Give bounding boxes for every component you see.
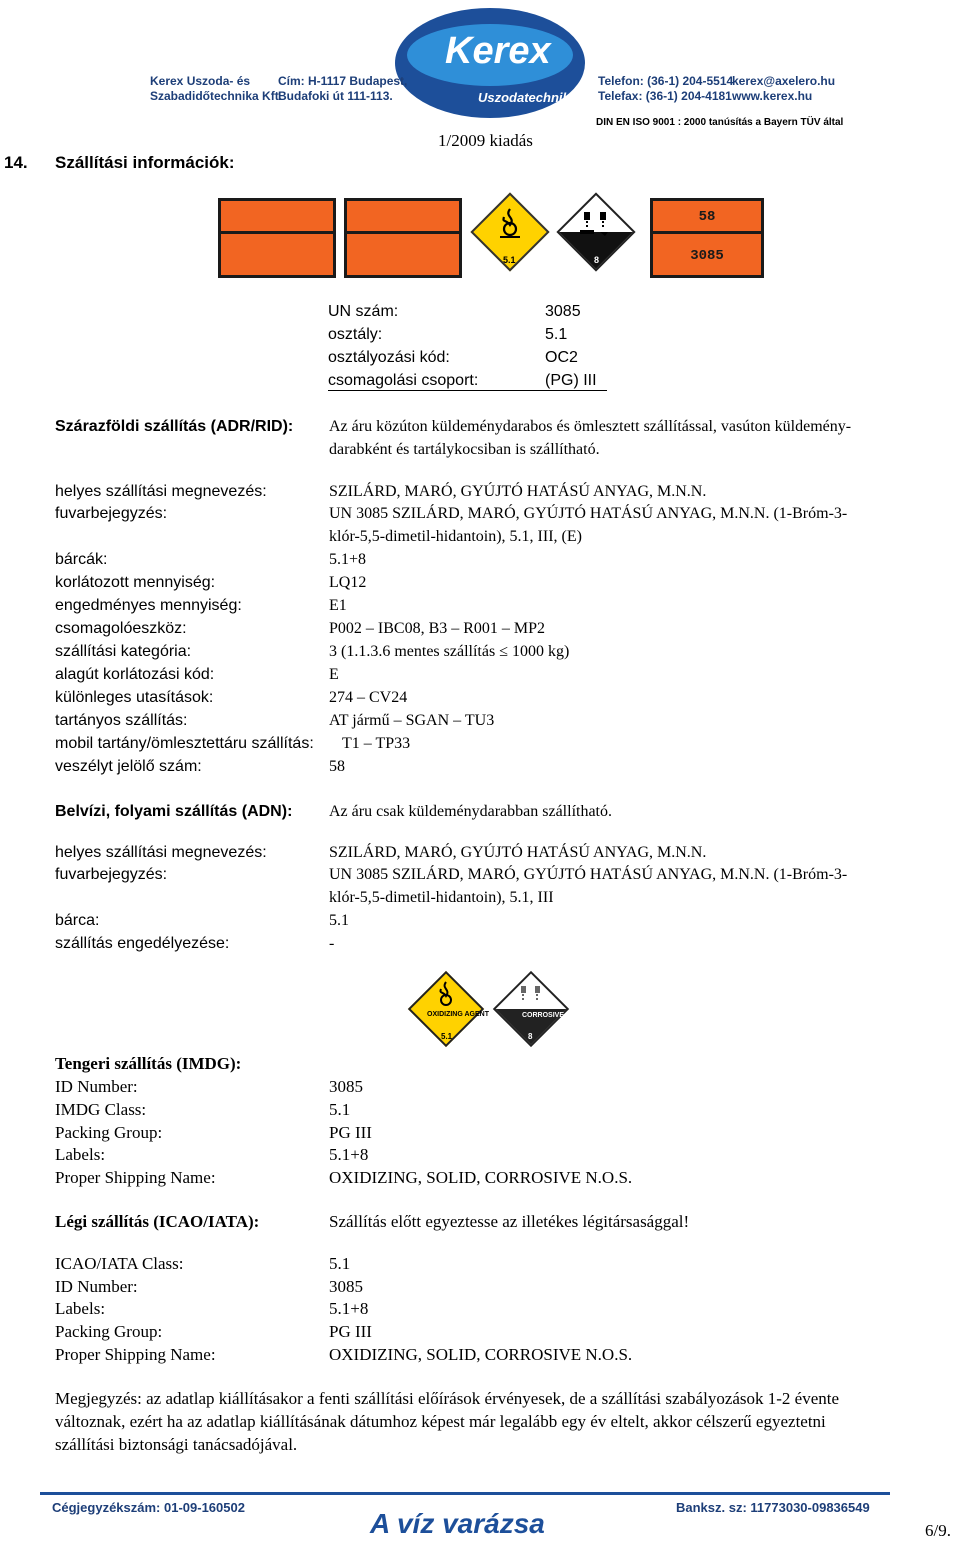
un-number-label: UN szám: <box>328 303 399 320</box>
company-phone-fax: Telefon: (36-1) 204-5514 Telefax: (36-1) 204-4181 <box>598 74 734 103</box>
imdg-row-value: 5.1 <box>329 1100 351 1119</box>
company-name: Kerex Uszoda- és Szabadidőtechnika Kft. <box>150 74 283 103</box>
bank-account: Banksz. sz: 11773030-09836549 <box>676 1500 870 1515</box>
adr-row-label: alagút korlátozási kód: <box>55 666 215 683</box>
adn-row-label: fuvarbejegyzés: <box>55 866 168 883</box>
icao-row-label: ID Number: <box>55 1277 138 1296</box>
imdg-row-label: Labels: <box>55 1145 106 1164</box>
icao-row-label: Proper Shipping Name: <box>55 1345 216 1364</box>
adr-description: darabként és tartálykocsiban is szállítható. <box>329 441 600 458</box>
adn-row-label: helyes szállítási megnevezés: <box>55 844 267 861</box>
adr-row-value: 274 – CV24 <box>329 689 408 706</box>
footer-slogan: A víz varázsa <box>370 1508 545 1539</box>
classification-code-label: osztályozási kód: <box>328 349 450 366</box>
icao-row-value: 5.1+8 <box>329 1299 369 1318</box>
imdg-row-label: Proper Shipping Name: <box>55 1168 216 1187</box>
adr-row-label: helyes szállítási megnevezés: <box>55 483 267 500</box>
note-text: Megjegyzés: az adatlap kiállításakor a fenti szállítási előírások érvényesek, de a szállítási szabályozások 1-2 évente <box>55 1389 840 1408</box>
adr-row-value: P002 – IBC08, B3 – R001 – MP2 <box>329 620 546 637</box>
orange-plate-blank <box>218 198 336 278</box>
adn-row-label: szállítás engedélyezése: <box>55 935 230 952</box>
adr-row-value: E <box>329 666 339 683</box>
adn-row-value: SZILÁRD, MARÓ, GYÚJTÓ HATÁSÚ ANYAG, M.N.N. <box>329 844 707 861</box>
imdg-heading: Tengeri szállítás (IMDG): <box>55 1054 242 1073</box>
adr-row-label: tartányos szállítás: <box>55 712 188 729</box>
adr-heading: Szárazföldi szállítás (ADR/RID): <box>55 418 294 435</box>
adr-row-label: fuvarbejegyzés: <box>55 505 168 522</box>
orange-plate-blank <box>344 198 462 278</box>
logo-name: Kerex <box>445 30 551 72</box>
adn-row-value: klór-5,5-dimetil-hidantoin), 5.1, III <box>329 889 554 906</box>
note-text: változnak, ezért ha az adatlap kiállításának dátumhoz képest már legalább egy év eltelt, akkor célszerű egyeztetni <box>55 1412 826 1431</box>
imdg-row-value: OXIDIZING, SOLID, CORROSIVE N.O.S. <box>329 1168 633 1187</box>
adr-row-value: SZILÁRD, MARÓ, GYÚJTÓ HATÁSÚ ANYAG, M.N.N. <box>329 483 707 500</box>
adn-row-label: bárca: <box>55 912 100 929</box>
un-number-value: 3085 <box>545 303 581 320</box>
company-address: Cím: H-1117 Budapest, Budafoki út 111-113. <box>278 74 408 103</box>
adr-row-label: különleges utasítások: <box>55 689 214 706</box>
adn-heading: Belvízi, folyami szállítás (ADN): <box>55 803 293 820</box>
adr-row-value: LQ12 <box>329 574 367 591</box>
edition-label: 1/2009 kiadás <box>438 131 533 150</box>
icao-heading: Légi szállítás (ICAO/IATA): <box>55 1212 260 1231</box>
page-number: 6/9. <box>925 1521 951 1540</box>
icao-row-label: Packing Group: <box>55 1322 163 1341</box>
adr-row-value: 5.1+8 <box>329 551 367 568</box>
adr-row-label: bárcák: <box>55 551 108 568</box>
adr-row-label: csomagolóeszköz: <box>55 620 187 637</box>
classification-code-value: OC2 <box>545 349 578 366</box>
icao-row-value: 3085 <box>329 1277 363 1296</box>
note-text: szállítási biztonsági tanácsadójával. <box>55 1435 298 1454</box>
imdg-row-value: 3085 <box>329 1077 363 1096</box>
imdg-row-value: PG III <box>329 1123 372 1142</box>
adn-row-value: UN 3085 SZILÁRD, MARÓ, GYÚJTÓ HATÁSÚ ANYAG, M.N.N. (1-Bróm-3- <box>329 866 848 883</box>
adr-row-value: T1 – TP33 <box>342 735 411 752</box>
orange-plate-numbered <box>650 198 764 278</box>
footer-rule <box>40 1492 890 1495</box>
icao-row-value: PG III <box>329 1322 372 1341</box>
packing-group-label: csomagolási csoport: <box>328 372 545 391</box>
adr-row-label: mobil tartány/ömlesztettáru szállítás: <box>55 735 314 752</box>
hazard-number: 58 <box>698 209 716 225</box>
adr-row-label: engedményes mennyiség: <box>55 597 242 614</box>
adr-description: Az áru közúton küldeménydarabos és ömlesztett szállítással, vasúton küldemény- <box>329 418 852 435</box>
adr-row-label: veszélyt jelölő szám: <box>55 758 202 775</box>
icao-row-label: Labels: <box>55 1299 106 1318</box>
adn-row-value: - <box>329 935 335 952</box>
adr-row-value: klór-5,5-dimetil-hidantoin), 5.1, III, (E) <box>329 528 582 545</box>
adr-row-value: E1 <box>329 597 347 614</box>
imdg-row-label: ID Number: <box>55 1077 138 1096</box>
section-number: 14. <box>4 153 28 172</box>
adr-row-value: 58 <box>329 758 345 775</box>
adr-row-value: 3 (1.1.3.6 mentes szállítás ≤ 1000 kg) <box>329 643 570 660</box>
adr-row-value: UN 3085 SZILÁRD, MARÓ, GYÚJTÓ HATÁSÚ ANYAG, M.N.N. (1-Bróm-3- <box>329 505 848 522</box>
icao-row-value: 5.1 <box>329 1254 351 1273</box>
adn-description: Az áru csak küldeménydarabban szállítható. <box>329 803 612 820</box>
class-label: osztály: <box>328 326 383 343</box>
adr-row-label: korlátozott mennyiség: <box>55 574 216 591</box>
adr-row-value: AT jármű – SGAN – TU3 <box>329 712 495 729</box>
adr-row-label: szállítási kategória: <box>55 643 192 660</box>
imdg-row-value: 5.1+8 <box>329 1145 369 1164</box>
un-number: 3085 <box>690 248 724 264</box>
section-title: Szállítási információk: <box>55 153 235 172</box>
logo-subtitle: Uszodatechnika <box>478 90 577 105</box>
company-registry: Cégjegyzékszám: 01-09-160502 <box>52 1500 245 1515</box>
company-contact: kerex@axelero.hu www.kerex.hu <box>732 74 836 103</box>
packing-group-value: (PG) III <box>545 372 607 391</box>
adn-row-value: 5.1 <box>329 912 349 929</box>
certification-text: DIN EN ISO 9001 : 2000 tanúsítás a Bayern TÜV által <box>596 117 844 128</box>
icao-row-label: ICAO/IATA Class: <box>55 1254 184 1273</box>
imdg-row-label: Packing Group: <box>55 1123 163 1142</box>
icao-row-value: OXIDIZING, SOLID, CORROSIVE N.O.S. <box>329 1345 633 1364</box>
class-value: 5.1 <box>545 326 568 343</box>
icao-description: Szállítás előtt egyeztesse az illetékes légitársasággal! <box>329 1212 690 1231</box>
imdg-row-label: IMDG Class: <box>55 1100 147 1119</box>
